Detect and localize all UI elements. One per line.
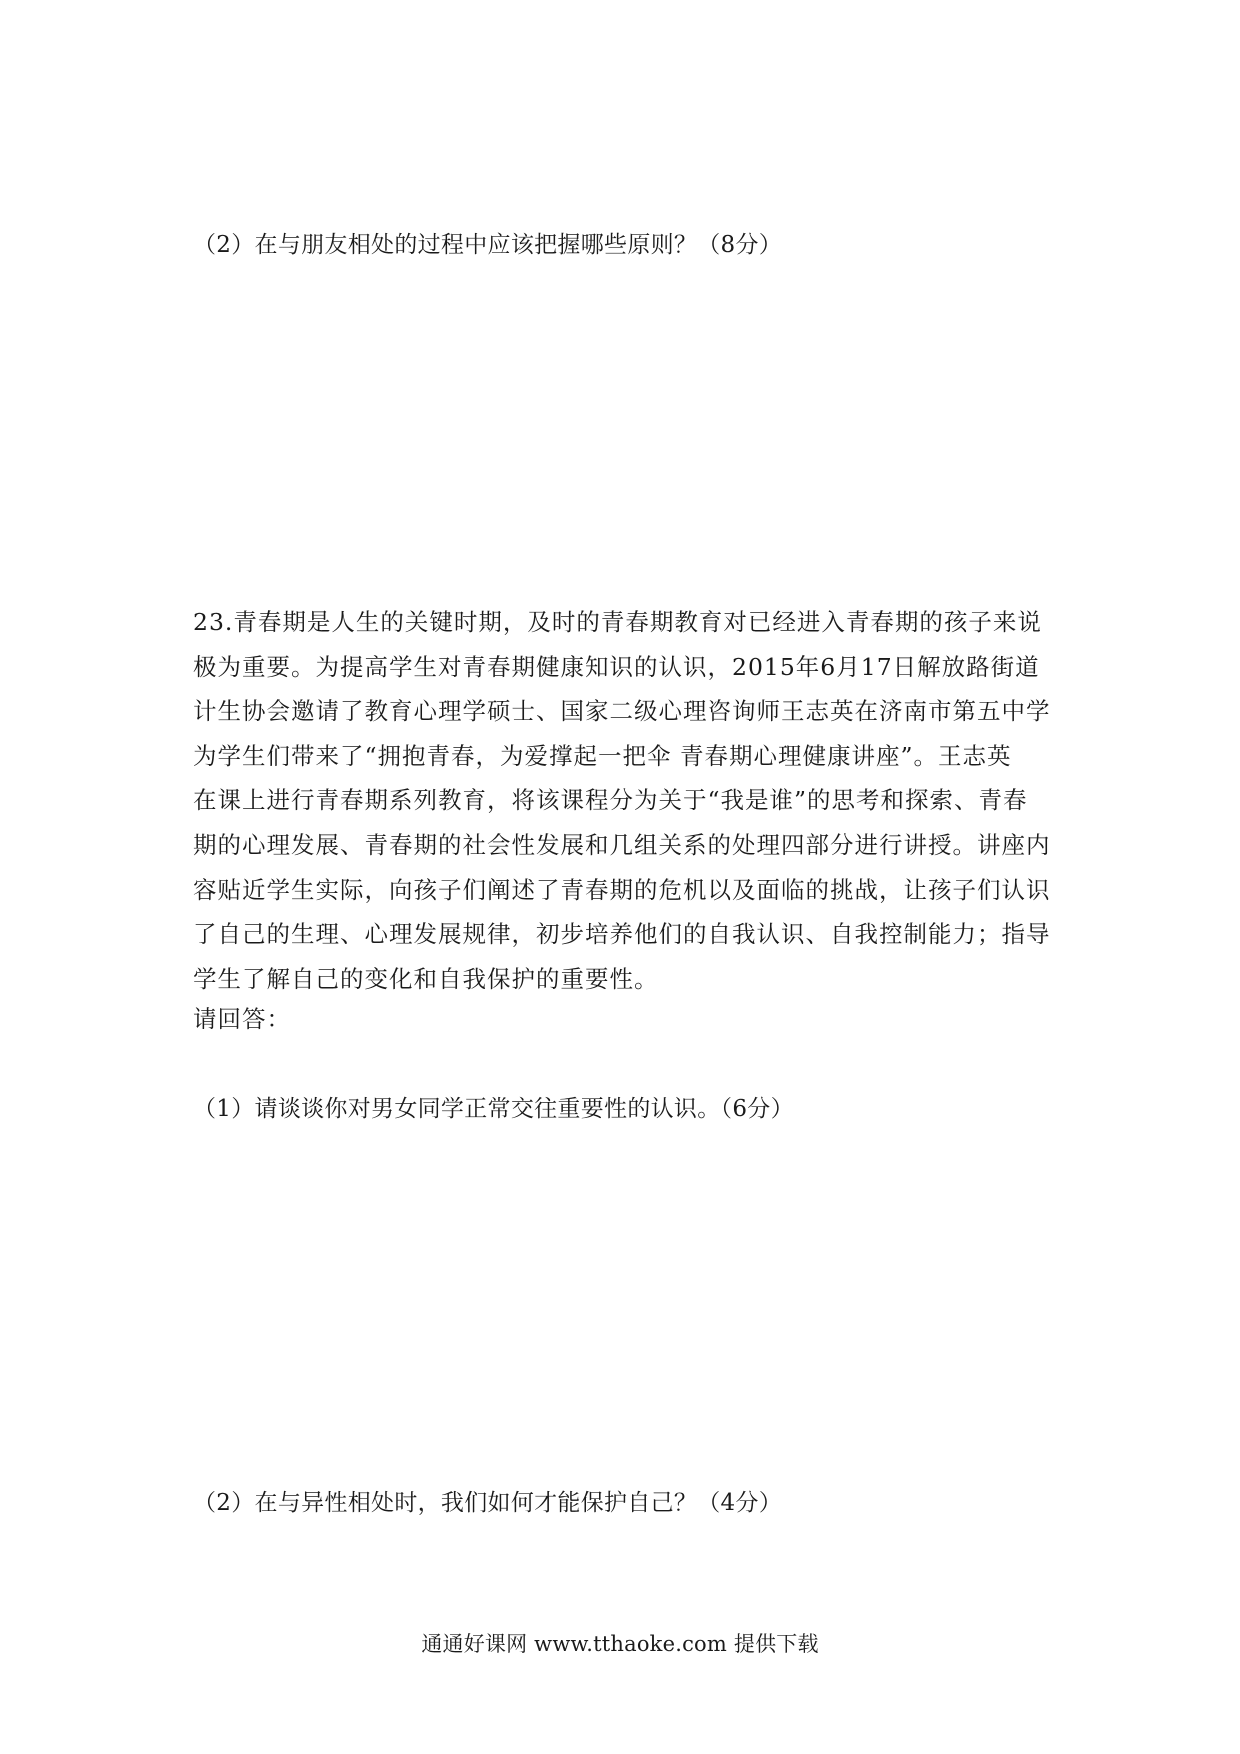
answer-prompt: 请回答： bbox=[193, 1005, 291, 1034]
question-23-passage bbox=[193, 600, 1065, 1037]
footer-download-note: 通通好课网 www.tthaoke.com 提供下载 bbox=[421, 1632, 819, 1656]
passage-line: 在课上进行青春期系列教育，将该课程分为关于“我是谁”的思考和探索、青春 bbox=[193, 786, 1028, 815]
passage-line: 容贴近学生实际，向孩子们阐述了青春期的危机以及面临的挑战，让孩子们认识 bbox=[193, 875, 1051, 904]
passage-line: 学生了解自己的变化和自我保护的重要性。 bbox=[193, 964, 659, 993]
passage-line: 了自己的生理、心理发展规律，初步培养他们的自我认识、自我控制能力；指导 bbox=[193, 920, 1051, 949]
passage-line: 期的心理发展、青春期的社会性发展和几组关系的处理四部分进行讲授。讲座内 bbox=[193, 830, 1051, 859]
passage-line: 23.青春期是人生的关键时期，及时的青春期教育对已经进入青春期的孩子来说 bbox=[193, 608, 1042, 636]
passage-line: 计生协会邀请了教育心理学硕士、国家二级心理咨询师王志英在济南市第五中学 bbox=[193, 697, 1051, 726]
question-23-part-1: （1）请谈谈你对男女同学正常交往重要性的认识。（6分） bbox=[193, 1096, 794, 1122]
passage-line: 极为重要。为提高学生对青春期健康知识的认识，2015年6月17日解放路街道 bbox=[193, 652, 1040, 681]
passage-line: 为学生们带来了“拥抱青春，为爱撑起一把伞 青春期心理健康讲座”。王志英 bbox=[193, 741, 1012, 770]
question-22-part-2: （2）在与朋友相处的过程中应该把握哪些原则？（8分） bbox=[193, 232, 783, 258]
question-23-part-2: （2）在与异性相处时，我们如何才能保护自己？（4分） bbox=[193, 1490, 783, 1516]
